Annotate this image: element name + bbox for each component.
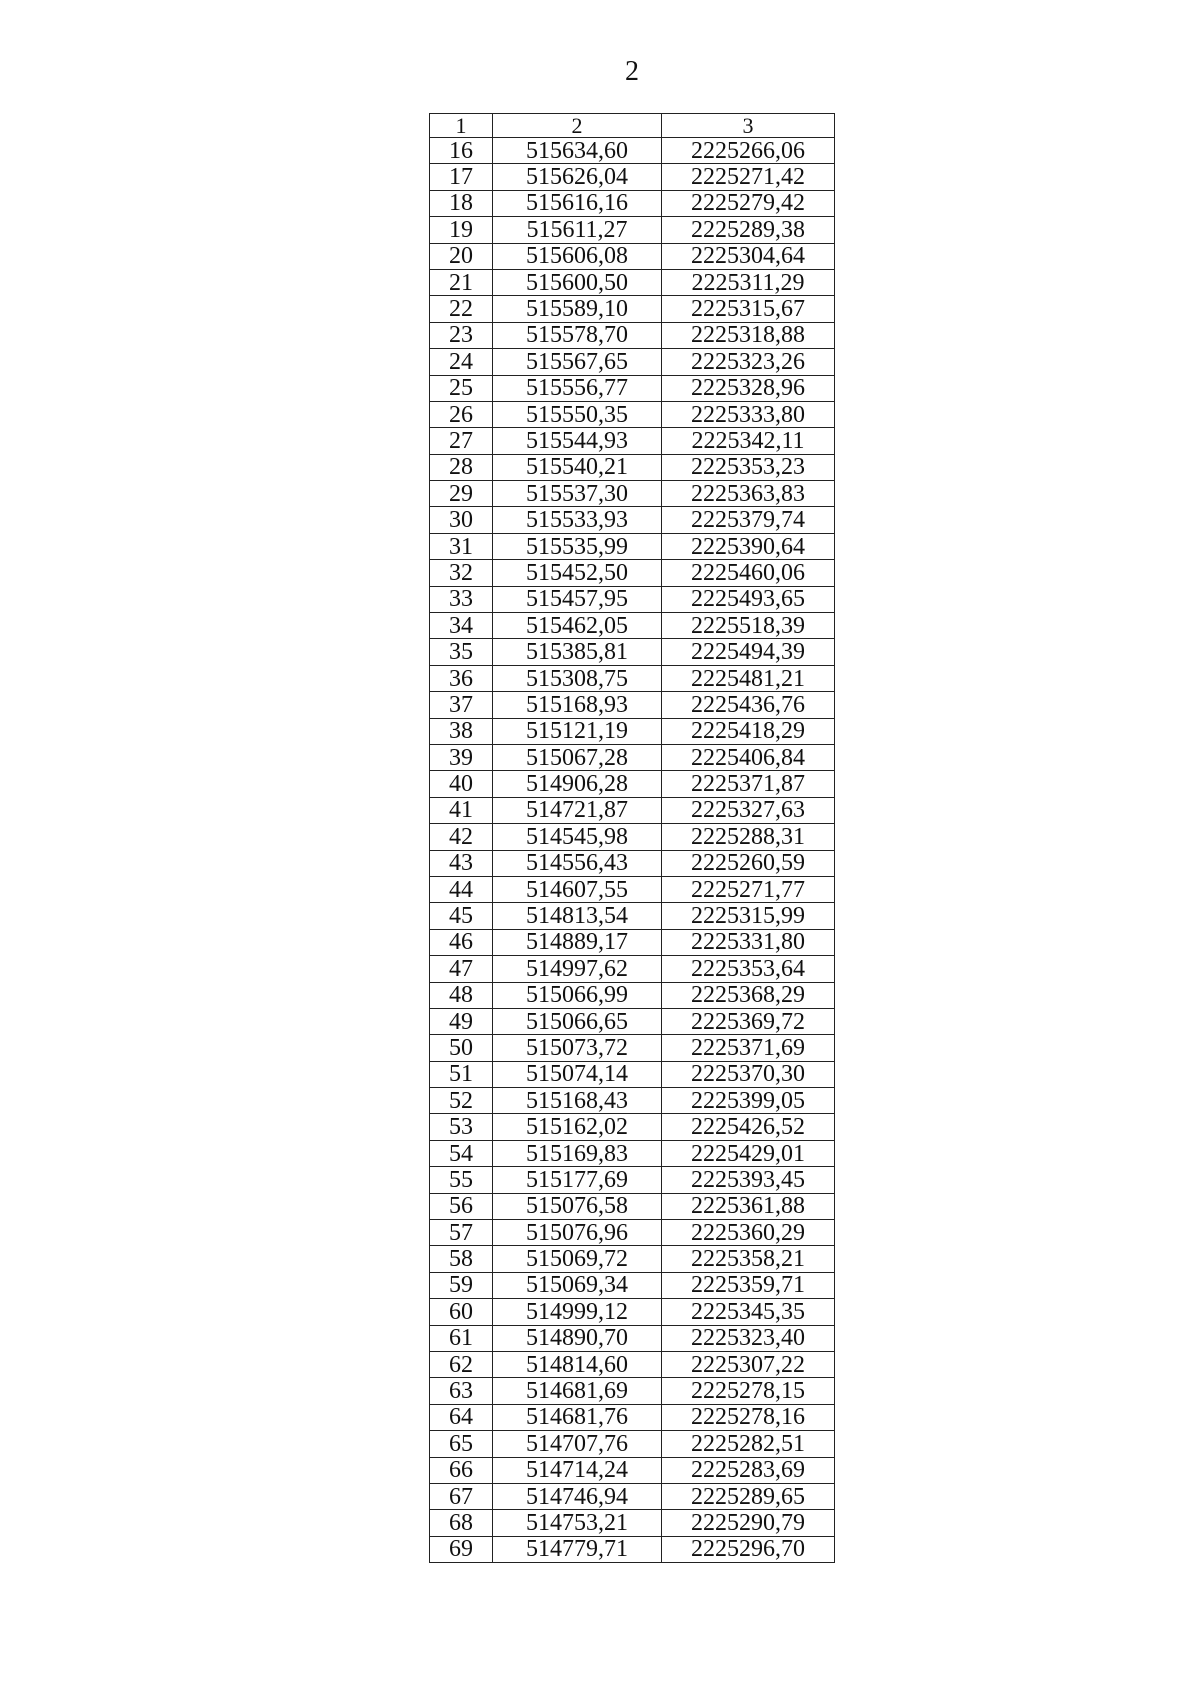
point-number-cell: 18 (430, 190, 493, 216)
table-row (430, 929, 835, 955)
table-row (430, 1114, 835, 1140)
table-row (430, 217, 835, 243)
x-coordinate-cell: 514813,54 (493, 903, 662, 929)
y-coordinate-cell: 2225518,39 (662, 613, 835, 639)
y-coordinate-cell: 2225304,64 (662, 243, 835, 269)
x-coordinate-cell: 515606,08 (493, 243, 662, 269)
y-coordinate-cell: 2225271,42 (662, 164, 835, 190)
table-row (430, 164, 835, 190)
x-coordinate-cell: 515578,70 (493, 322, 662, 348)
x-coordinate-cell: 515533,93 (493, 507, 662, 533)
point-number-cell: 62 (430, 1351, 493, 1377)
point-number-cell: 20 (430, 243, 493, 269)
column-header-1: 1 (430, 114, 493, 138)
y-coordinate-cell: 2225358,21 (662, 1246, 835, 1272)
point-number-cell: 34 (430, 613, 493, 639)
point-number-cell: 17 (430, 164, 493, 190)
y-coordinate-cell: 2225371,87 (662, 771, 835, 797)
point-number-cell: 67 (430, 1483, 493, 1509)
point-number-cell: 53 (430, 1114, 493, 1140)
x-coordinate-cell: 515540,21 (493, 454, 662, 480)
point-number-cell: 28 (430, 454, 493, 480)
y-coordinate-cell: 2225278,15 (662, 1378, 835, 1404)
point-number-cell: 22 (430, 296, 493, 322)
x-coordinate-cell: 514997,62 (493, 956, 662, 982)
point-number-cell: 30 (430, 507, 493, 533)
y-coordinate-cell: 2225359,71 (662, 1272, 835, 1298)
point-number-cell: 25 (430, 375, 493, 401)
x-coordinate-cell: 515537,30 (493, 481, 662, 507)
point-number-cell: 32 (430, 560, 493, 586)
table-row (430, 824, 835, 850)
table-row (430, 269, 835, 295)
point-number-cell: 69 (430, 1536, 493, 1562)
x-coordinate-cell: 514889,17 (493, 929, 662, 955)
table-row (430, 322, 835, 348)
table-row (430, 296, 835, 322)
point-number-cell: 60 (430, 1299, 493, 1325)
x-coordinate-cell: 515462,05 (493, 613, 662, 639)
y-coordinate-cell: 2225328,96 (662, 375, 835, 401)
x-coordinate-cell: 514746,94 (493, 1483, 662, 1509)
point-number-cell: 64 (430, 1404, 493, 1430)
x-coordinate-cell: 515457,95 (493, 586, 662, 612)
point-number-cell: 48 (430, 982, 493, 1008)
y-coordinate-cell: 2225418,29 (662, 718, 835, 744)
x-coordinate-cell: 514607,55 (493, 876, 662, 902)
table-row (430, 665, 835, 691)
table-header-row (430, 114, 835, 138)
point-number-cell: 33 (430, 586, 493, 612)
point-number-cell: 46 (430, 929, 493, 955)
table-row (430, 1193, 835, 1219)
point-number-cell: 55 (430, 1167, 493, 1193)
table-row (430, 190, 835, 216)
x-coordinate-cell: 515121,19 (493, 718, 662, 744)
x-coordinate-cell: 514681,76 (493, 1404, 662, 1430)
table-body (430, 138, 835, 1563)
y-coordinate-cell: 2225315,67 (662, 296, 835, 322)
y-coordinate-cell: 2225279,42 (662, 190, 835, 216)
table-row (430, 1431, 835, 1457)
point-number-cell: 42 (430, 824, 493, 850)
table-row (430, 1351, 835, 1377)
y-coordinate-cell: 2225323,26 (662, 349, 835, 375)
y-coordinate-cell: 2225481,21 (662, 665, 835, 691)
point-number-cell: 61 (430, 1325, 493, 1351)
table-row (430, 1299, 835, 1325)
point-number-cell: 36 (430, 665, 493, 691)
x-coordinate-cell: 515385,81 (493, 639, 662, 665)
table-row (430, 1088, 835, 1114)
point-number-cell: 41 (430, 797, 493, 823)
column-header-3: 3 (662, 114, 835, 138)
y-coordinate-cell: 2225363,83 (662, 481, 835, 507)
x-coordinate-cell: 515069,72 (493, 1246, 662, 1272)
x-coordinate-cell: 515589,10 (493, 296, 662, 322)
y-coordinate-cell: 2225369,72 (662, 1008, 835, 1034)
point-number-cell: 47 (430, 956, 493, 982)
x-coordinate-cell: 515308,75 (493, 665, 662, 691)
y-coordinate-cell: 2225393,45 (662, 1167, 835, 1193)
table-row (430, 1325, 835, 1351)
table-row (430, 375, 835, 401)
x-coordinate-cell: 515162,02 (493, 1114, 662, 1140)
point-number-cell: 56 (430, 1193, 493, 1219)
table-row (430, 718, 835, 744)
y-coordinate-cell: 2225323,40 (662, 1325, 835, 1351)
x-coordinate-cell: 515067,28 (493, 744, 662, 770)
y-coordinate-cell: 2225494,39 (662, 639, 835, 665)
point-number-cell: 27 (430, 428, 493, 454)
x-coordinate-cell: 515600,50 (493, 269, 662, 295)
x-coordinate-cell: 515168,43 (493, 1088, 662, 1114)
y-coordinate-cell: 2225278,16 (662, 1404, 835, 1430)
point-number-cell: 54 (430, 1140, 493, 1166)
table-row (430, 744, 835, 770)
x-coordinate-cell: 515073,72 (493, 1035, 662, 1061)
table-row (430, 1510, 835, 1536)
table-row (430, 876, 835, 902)
point-number-cell: 59 (430, 1272, 493, 1298)
table-row (430, 454, 835, 480)
point-number-cell: 45 (430, 903, 493, 929)
point-number-cell: 51 (430, 1061, 493, 1087)
table-row (430, 586, 835, 612)
y-coordinate-cell: 2225311,29 (662, 269, 835, 295)
table-row (430, 1272, 835, 1298)
x-coordinate-cell: 515168,93 (493, 692, 662, 718)
y-coordinate-cell: 2225360,29 (662, 1220, 835, 1246)
table-row (430, 1035, 835, 1061)
y-coordinate-cell: 2225353,64 (662, 956, 835, 982)
x-coordinate-cell: 515066,65 (493, 1008, 662, 1034)
y-coordinate-cell: 2225282,51 (662, 1431, 835, 1457)
table-row (430, 1167, 835, 1193)
x-coordinate-cell: 515076,58 (493, 1193, 662, 1219)
table-row (430, 639, 835, 665)
x-coordinate-cell: 515626,04 (493, 164, 662, 190)
x-coordinate-cell: 514779,71 (493, 1536, 662, 1562)
point-number-cell: 50 (430, 1035, 493, 1061)
x-coordinate-cell: 514814,60 (493, 1351, 662, 1377)
y-coordinate-cell: 2225296,70 (662, 1536, 835, 1562)
y-coordinate-cell: 2225289,65 (662, 1483, 835, 1509)
y-coordinate-cell: 2225429,01 (662, 1140, 835, 1166)
point-number-cell: 65 (430, 1431, 493, 1457)
x-coordinate-cell: 515556,77 (493, 375, 662, 401)
table-row (430, 956, 835, 982)
x-coordinate-cell: 515076,96 (493, 1220, 662, 1246)
table-row (430, 613, 835, 639)
point-number-cell: 21 (430, 269, 493, 295)
table-row (430, 1457, 835, 1483)
table-row (430, 1140, 835, 1166)
y-coordinate-cell: 2225271,77 (662, 876, 835, 902)
x-coordinate-cell: 514556,43 (493, 850, 662, 876)
x-coordinate-cell: 514681,69 (493, 1378, 662, 1404)
point-number-cell: 38 (430, 718, 493, 744)
page-number: 2 (625, 56, 639, 87)
y-coordinate-cell: 2225290,79 (662, 1510, 835, 1536)
table-row (430, 1483, 835, 1509)
table-row (430, 243, 835, 269)
point-number-cell: 40 (430, 771, 493, 797)
y-coordinate-cell: 2225342,11 (662, 428, 835, 454)
point-number-cell: 23 (430, 322, 493, 348)
x-coordinate-cell: 515066,99 (493, 982, 662, 1008)
table-row (430, 850, 835, 876)
x-coordinate-cell: 515634,60 (493, 138, 662, 164)
point-number-cell: 31 (430, 533, 493, 559)
x-coordinate-cell: 514753,21 (493, 1510, 662, 1536)
y-coordinate-cell: 2225318,88 (662, 322, 835, 348)
y-coordinate-cell: 2225370,30 (662, 1061, 835, 1087)
point-number-cell: 49 (430, 1008, 493, 1034)
table-row (430, 1008, 835, 1034)
x-coordinate-cell: 515452,50 (493, 560, 662, 586)
point-number-cell: 29 (430, 481, 493, 507)
y-coordinate-cell: 2225333,80 (662, 401, 835, 427)
table-row (430, 1536, 835, 1562)
y-coordinate-cell: 2225289,38 (662, 217, 835, 243)
x-coordinate-cell: 515535,99 (493, 533, 662, 559)
y-coordinate-cell: 2225283,69 (662, 1457, 835, 1483)
y-coordinate-cell: 2225315,99 (662, 903, 835, 929)
y-coordinate-cell: 2225327,63 (662, 797, 835, 823)
x-coordinate-cell: 515069,34 (493, 1272, 662, 1298)
x-coordinate-cell: 515611,27 (493, 217, 662, 243)
point-number-cell: 57 (430, 1220, 493, 1246)
coordinates-table (429, 113, 835, 1563)
x-coordinate-cell: 514721,87 (493, 797, 662, 823)
table-row (430, 771, 835, 797)
table-row (430, 982, 835, 1008)
y-coordinate-cell: 2225390,64 (662, 533, 835, 559)
column-header-2: 2 (493, 114, 662, 138)
table-row (430, 1220, 835, 1246)
x-coordinate-cell: 515177,69 (493, 1167, 662, 1193)
x-coordinate-cell: 514906,28 (493, 771, 662, 797)
y-coordinate-cell: 2225361,88 (662, 1193, 835, 1219)
table-row (430, 401, 835, 427)
point-number-cell: 43 (430, 850, 493, 876)
x-coordinate-cell: 515567,65 (493, 349, 662, 375)
x-coordinate-cell: 514707,76 (493, 1431, 662, 1457)
x-coordinate-cell: 515074,14 (493, 1061, 662, 1087)
point-number-cell: 63 (430, 1378, 493, 1404)
y-coordinate-cell: 2225331,80 (662, 929, 835, 955)
y-coordinate-cell: 2225260,59 (662, 850, 835, 876)
y-coordinate-cell: 2225353,23 (662, 454, 835, 480)
x-coordinate-cell: 514890,70 (493, 1325, 662, 1351)
table-row (430, 349, 835, 375)
table-row (430, 797, 835, 823)
point-number-cell: 35 (430, 639, 493, 665)
point-number-cell: 68 (430, 1510, 493, 1536)
y-coordinate-cell: 2225406,84 (662, 744, 835, 770)
table-row (430, 692, 835, 718)
point-number-cell: 52 (430, 1088, 493, 1114)
point-number-cell: 37 (430, 692, 493, 718)
table-row (430, 138, 835, 164)
table-row (430, 903, 835, 929)
x-coordinate-cell: 515550,35 (493, 401, 662, 427)
y-coordinate-cell: 2225288,31 (662, 824, 835, 850)
y-coordinate-cell: 2225266,06 (662, 138, 835, 164)
point-number-cell: 66 (430, 1457, 493, 1483)
y-coordinate-cell: 2225307,22 (662, 1351, 835, 1377)
x-coordinate-cell: 515544,93 (493, 428, 662, 454)
table-row (430, 507, 835, 533)
x-coordinate-cell: 515169,83 (493, 1140, 662, 1166)
point-number-cell: 24 (430, 349, 493, 375)
y-coordinate-cell: 2225460,06 (662, 560, 835, 586)
y-coordinate-cell: 2225399,05 (662, 1088, 835, 1114)
point-number-cell: 44 (430, 876, 493, 902)
point-number-cell: 26 (430, 401, 493, 427)
table-row (430, 560, 835, 586)
table-row (430, 533, 835, 559)
y-coordinate-cell: 2225379,74 (662, 507, 835, 533)
table-row (430, 481, 835, 507)
y-coordinate-cell: 2225345,35 (662, 1299, 835, 1325)
table-row (430, 1404, 835, 1430)
table-row (430, 1246, 835, 1272)
table-row (430, 1061, 835, 1087)
point-number-cell: 39 (430, 744, 493, 770)
y-coordinate-cell: 2225368,29 (662, 982, 835, 1008)
x-coordinate-cell: 514545,98 (493, 824, 662, 850)
x-coordinate-cell: 515616,16 (493, 190, 662, 216)
y-coordinate-cell: 2225426,52 (662, 1114, 835, 1140)
x-coordinate-cell: 514714,24 (493, 1457, 662, 1483)
point-number-cell: 19 (430, 217, 493, 243)
y-coordinate-cell: 2225371,69 (662, 1035, 835, 1061)
x-coordinate-cell: 514999,12 (493, 1299, 662, 1325)
y-coordinate-cell: 2225436,76 (662, 692, 835, 718)
table-header (430, 114, 835, 138)
point-number-cell: 58 (430, 1246, 493, 1272)
table-row (430, 428, 835, 454)
y-coordinate-cell: 2225493,65 (662, 586, 835, 612)
table-row (430, 1378, 835, 1404)
point-number-cell: 16 (430, 138, 493, 164)
